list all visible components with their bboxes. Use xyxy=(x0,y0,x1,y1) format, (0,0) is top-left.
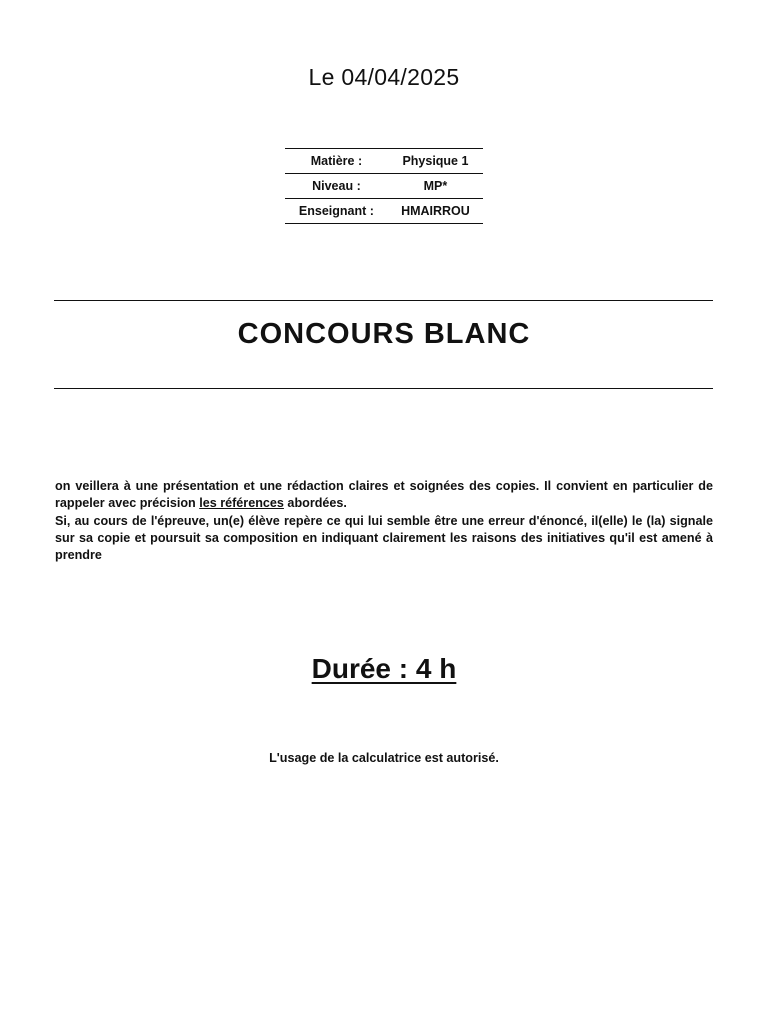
title-rule-bottom xyxy=(54,388,713,389)
instructions-paragraph-1 xyxy=(55,478,713,513)
instructions-p1-start: on veillera à une présentation et une rédaction claires et soignées des copies. Il convient en particulier de rappeler avec précision xyxy=(55,479,713,511)
info-row-teacher xyxy=(285,199,483,224)
info-value-level: MP* xyxy=(388,174,483,199)
exam-title: CONCOURS BLANC xyxy=(237,318,531,350)
calculator-note: L'usage de la calculatrice est autorisé. xyxy=(269,751,499,765)
title-rule-top xyxy=(54,300,713,301)
exam-duration xyxy=(0,653,768,685)
exam-date: Le 04/04/2025 xyxy=(308,64,460,90)
info-row-level xyxy=(285,174,483,199)
info-label-teacher: Enseignant : xyxy=(285,199,388,224)
instructions-p1-underlined: les références xyxy=(199,496,284,511)
info-label-level: Niveau : xyxy=(285,174,388,199)
info-label-subject: Matière : xyxy=(285,149,388,174)
info-value-teacher: HMAIRROU xyxy=(388,199,483,224)
info-value-subject: Physique 1 xyxy=(388,149,483,174)
exam-duration-text: Durée : 4 h xyxy=(311,653,457,684)
exam-info-table xyxy=(285,148,483,224)
instructions-paragraph-2: Si, au cours de l'épreuve, un(e) élève repère ce qui lui semble être une erreur d'énoncé, il(elle) le (la) signale sur sa copie et poursuit sa composition en indiquant clairement les raisons des initiatives qu'il est amené à prendre xyxy=(55,513,713,563)
info-row-subject xyxy=(285,149,483,174)
instructions-p1-end: abordées. xyxy=(283,496,347,511)
exam-instructions xyxy=(55,478,713,564)
